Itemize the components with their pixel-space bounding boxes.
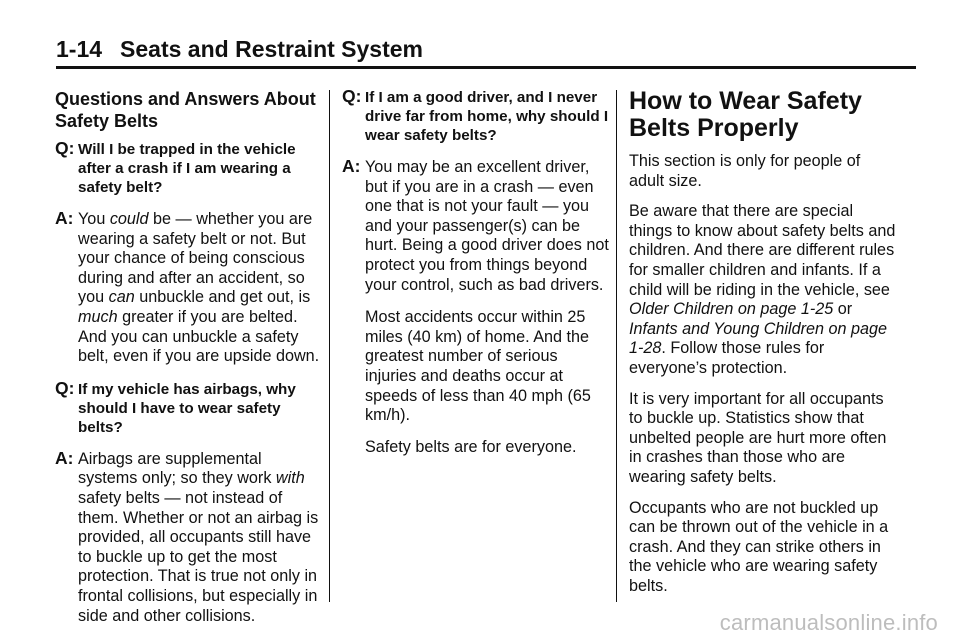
- a-label: A:: [342, 156, 361, 176]
- question-text: If my vehicle has airbags, why should I have to wear safety belts?: [78, 380, 296, 436]
- column-1: [55, 88, 323, 639]
- question-3: [342, 88, 610, 145]
- header-rule: [56, 66, 916, 69]
- watermark: carmanualsonline.info: [719, 610, 938, 635]
- emphasis: much: [78, 307, 118, 326]
- answer-text: Airbags are supplemental systems only; so they work with safety belts — not instead of them. Whether or not an airbag is provided, all occupants still have to buckle up to get the most protection. That is true not only in frontal collisions, but especially in side and other collisions.: [78, 449, 319, 625]
- paragraph-statistics: It is very important for all occupants to buckle up. Statistics show that unbelted people are hurt more often in crashes than those who are wearing safety belts.: [629, 389, 887, 486]
- q-label: Q:: [342, 86, 362, 106]
- question-2: [55, 377, 323, 437]
- emphasis: can: [108, 288, 135, 307]
- paragraph-adult-size: This section is only for people of adult size.: [629, 152, 861, 190]
- cross-reference-link[interactable]: Older Children on page 1-25: [629, 300, 834, 319]
- paragraph-thrown-out: Occupants who are not buckled up can be thrown out of the vehicle in a crash. And they can strike others in the vehicle who are wearing safety belts.: [629, 498, 889, 595]
- column-divider-1: [329, 90, 330, 602]
- question-1: [55, 140, 323, 197]
- answer-3: [342, 158, 610, 295]
- emphasis: with: [275, 469, 305, 488]
- page-header: [56, 36, 423, 63]
- answer-2: [55, 447, 323, 626]
- a-label: A:: [55, 208, 74, 228]
- column-3: [629, 88, 899, 607]
- paragraph-accidents: Most accidents occur within 25 miles (40 km) of home. And the greatest number of serious injuries and deaths occur at speeds of less than 40 mph (65 km/h).: [365, 308, 591, 425]
- paragraph-everyone: Safety belts are for everyone.: [365, 437, 577, 456]
- cross-reference-link[interactable]: Infants and Young Children on page 1-28: [629, 319, 888, 358]
- column-2: [342, 88, 610, 469]
- answer-1: [55, 210, 323, 367]
- emphasis: could: [109, 210, 149, 228]
- question-text: Will I be trapped in the vehicle after a crash if I am wearing a safety belt?: [78, 141, 296, 196]
- column-divider-2: [616, 90, 617, 602]
- chapter-title: Seats and Restraint System: [120, 36, 423, 62]
- question-text: If I am a good driver, and I never drive far from home, why should I wear safety belts?: [365, 89, 609, 144]
- q-label: Q:: [55, 138, 75, 158]
- section-title-qa: Questions and Answers About Safety Belts: [55, 89, 316, 131]
- page-number: 1-14: [56, 36, 103, 62]
- paragraph-children: Be aware that there are special things to know about safety belts and children. And there are different rules for smaller children and infants. If a child will be riding in the vehicle, see Older Children on page 1-25 or Infants and Young Children on page 1-28. Follow those rules for everyone’s protection.: [629, 202, 896, 377]
- answer-text: You may be an excellent driver, but if you are in a crash — even one that is not your fault — you and your passenger(s) can be hurt. Being a good driver does not protect you from things beyond your control, such as bad drivers.: [365, 158, 609, 294]
- section-title-how-to-wear: How to Wear Safety Belts Properly: [629, 87, 862, 142]
- a-label: A:: [55, 447, 74, 468]
- q-label: Q:: [55, 377, 75, 398]
- answer-text: You could be — whether you are wearing a safety belt or not. But your chance of being conscious during and after an accident, so you can unbuckle and get out, is much greater if you are belted. And you can unbuckle a safety belt, even if you are upside down.: [78, 210, 320, 366]
